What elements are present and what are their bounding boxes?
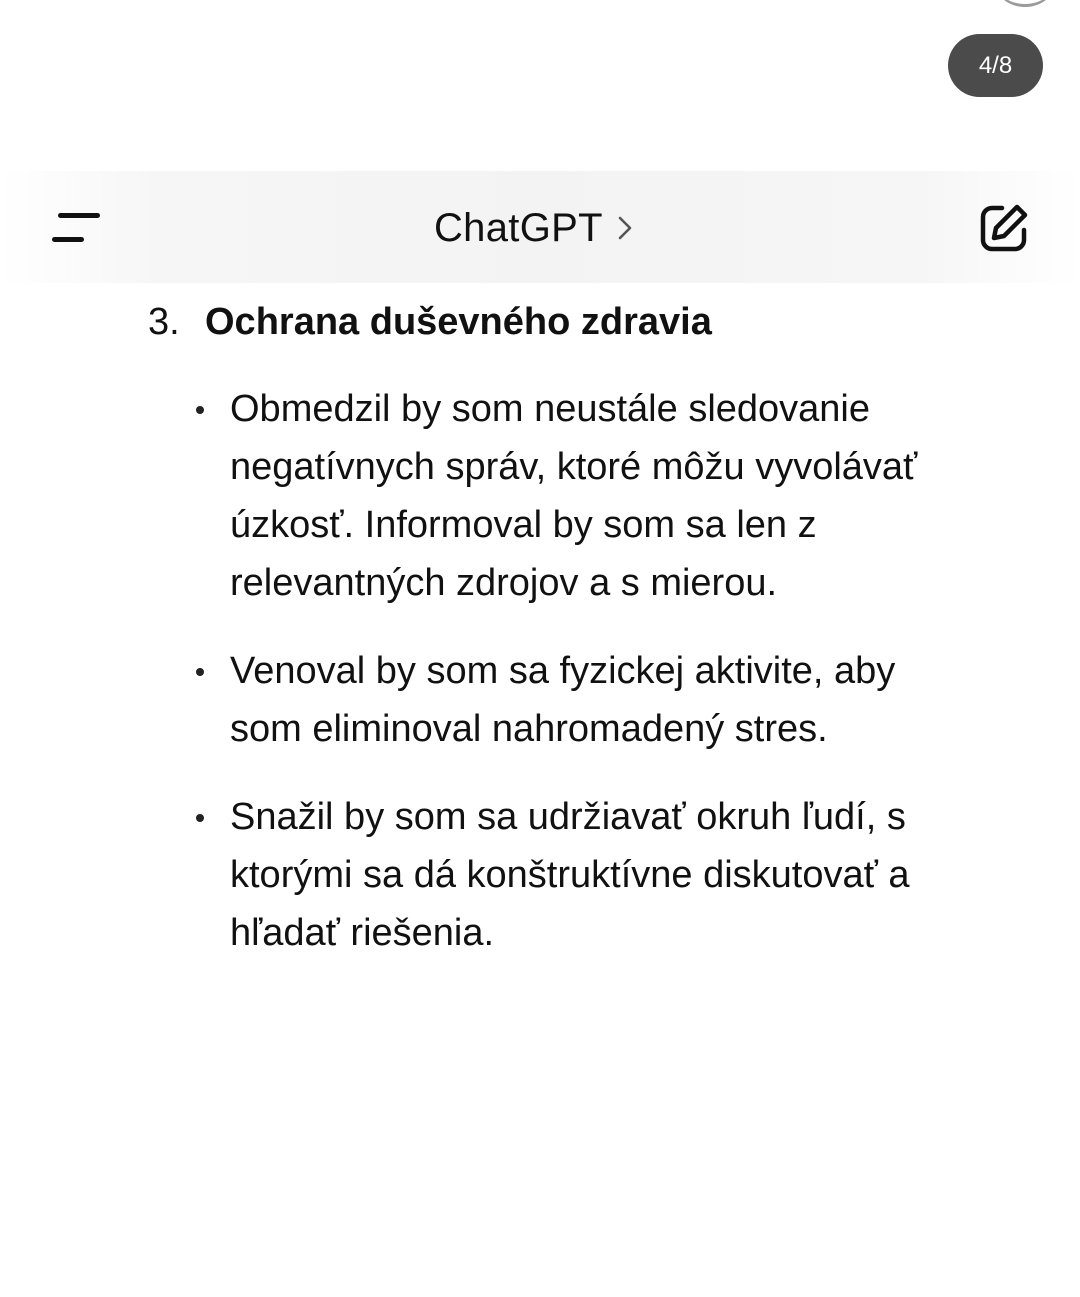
header-title: ChatGPT <box>434 205 603 250</box>
section-heading-text: Ochrana duševného zdravia <box>205 301 712 343</box>
model-selector[interactable] <box>434 200 633 256</box>
bullet-dot <box>196 668 204 676</box>
section-number: 3. <box>148 301 180 343</box>
menu-icon[interactable] <box>52 213 100 243</box>
bullet-dot <box>196 814 204 822</box>
bullet-dot <box>196 406 204 414</box>
page-counter-badge: 4/8 <box>948 34 1043 97</box>
edit-icon[interactable] <box>978 202 1030 254</box>
bullet-text: Obmedzil by som neustále sledovanie negatívnych správ, ktoré môžu vyvolávať úzkosť. Informoval by som sa len z relevantných zdrojov a s mierou. <box>230 388 918 604</box>
chevron-right-icon <box>617 215 633 241</box>
bullet-text: Snažil by som sa udržiavať okruh ľudí, s ktorými sa dá konštruktívne diskutovať a hľadať riešenia. <box>230 796 910 954</box>
bullet-text: Venoval by som sa fyzickej aktivite, aby som eliminoval nahromadený stres. <box>230 650 896 750</box>
top-arc-decoration <box>990 0 1060 7</box>
section-heading <box>148 292 712 352</box>
